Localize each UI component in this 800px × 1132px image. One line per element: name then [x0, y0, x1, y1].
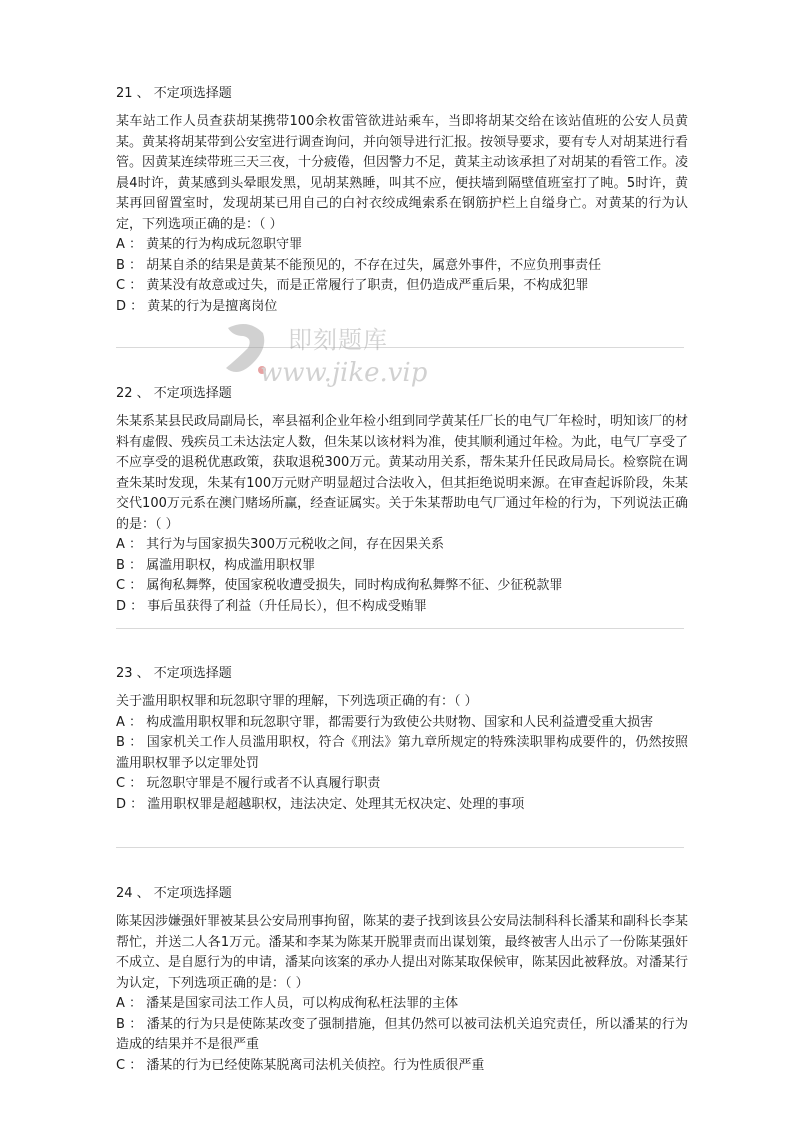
option-c: C ： 黄某没有故意或过失，而是正常履行了职责，但仍造成严重后果，不构成犯罪 — [116, 278, 589, 293]
option-b: B ： 属滥用职权，构成滥用职权罪 — [116, 557, 316, 573]
question-24 — [116, 884, 688, 1076]
option-b: B ： 潘某的行为只是使陈某改变了强制措施，但其仍然可以被司法机关追究责任，所以潘某的行为造成的结果并不是很严重 — [116, 1016, 688, 1052]
question-header: 22 、 不定项选择题 — [116, 386, 232, 401]
question-body: 某车站工作人员查获胡某携带100余枚雷管欲进站乘车，当即将胡某交给在该站值班的公安人员黄某。黄某将胡某带到公安室进行调查询问，并向领导进行汇报。按领导要求，要有专人对胡某进行看管。因黄某连续带班三天三夜，十分疲倦，但因警力不足，黄某主动该承担了对胡某的看管工作。凌晨4时许，黄某感到头晕眼发黑，见胡某熟睡，叫其不应，便扶墙到隔壁值班室打了盹。5时许，黄某再回留置室时，发现胡某已用自己的白衬衣绞成绳索系在钢筋护栏上自缢身亡。对黄某的行为认定，下列选项正确的是：（ ） — [116, 114, 689, 232]
question-body: 朱某系某县民政局副局长，率县福利企业年检小组到同学黄某任厂长的电气厂年检时，明知该厂的材料有虚假、残疾员工未达法定人数，但朱某以该材料为准，使其顺利通过年检。为此，电气厂享受了不应享受的退税优惠政策，获取退税300万元。黄某动用关系，帮朱某升任民政局局长。检察院在调查朱某时发现，朱某有100万元财产明显超过合法收入，但其拒绝说明来源。在审查起诉阶段，朱某交代100万元系在澳门赌场所赢，经查证属实。关于朱某帮助电气厂通过年检的行为，下列说法正确的是：（ ） — [116, 414, 689, 532]
watermark-brand: 即刻题库 — [288, 326, 388, 354]
option-d: D ： 事后虽获得了利益（升任局长），但不构成受贿罪 — [116, 598, 427, 614]
option-b: B ： 国家机关工作人员滥用职权，符合《刑法》第九章所规定的特殊渎职罪构成要件的，仍然按照滥用职权罪予以定罪处罚 — [116, 735, 688, 771]
option-a: A ： 其行为与国家损失300万元税收之间，存在因果关系 — [116, 537, 444, 552]
option-a: A ： 潘某是国家司法工作人员，可以构成徇私枉法罪的主体 — [116, 996, 459, 1011]
option-a: A ： 黄某的行为构成玩忽职守罪 — [116, 237, 303, 252]
divider — [116, 628, 684, 629]
question-23 — [116, 664, 688, 815]
option-c: C ： 潘某的行为已经使陈某脱离司法机关侦控。行为性质很严重 — [116, 1057, 485, 1073]
watermark-logo-icon — [218, 318, 278, 388]
question-header: 21 、 不定项选择题 — [116, 86, 232, 101]
question-21 — [116, 84, 688, 317]
option-a: A ： 构成滥用职权罪和玩忽职守罪，都需要行为致使公共财物、国家和人民利益遭受重大损害 — [116, 714, 654, 730]
question-header: 23 、 不定项选择题 — [116, 666, 232, 681]
divider — [116, 347, 684, 348]
question-header: 24 、 不定项选择题 — [116, 886, 232, 901]
watermark-url: www.jike.vip — [260, 358, 428, 388]
option-b: B ： 胡某自杀的结果是黄某不能预见的，不存在过失，属意外事件，不应负刑事责任 — [116, 257, 602, 273]
divider — [116, 847, 684, 848]
option-c: C ： 属徇私舞弊，使国家税收遭受损失，同时构成徇私舞弊不征、少征税款罪 — [116, 578, 563, 593]
question-body: 关于滥用职权罪和玩忽职守罪的理解，下列选项正确的有：（ ） — [116, 694, 478, 709]
question-22 — [116, 384, 688, 617]
question-body: 陈某因涉嫌强奸罪被某县公安局刑事拘留，陈某的妻子找到该县公安局法制科科长潘某和副科长李某帮忙，并送二人各1万元。潘某和李某为陈某开脱罪责而出谋划策，最终被害人出示了一份陈某强奸不成立、是自愿行为的申请，潘某向该案的承办人提出对陈某取保候审，陈某因此被释放。对潘某行为认定，下列选项正确的是：（ ） — [116, 914, 689, 991]
option-d: D ： 黄某的行为是擅离岗位 — [116, 298, 278, 314]
option-c: C ： 玩忽职守罪是不履行或者不认真履行职责 — [116, 776, 381, 791]
option-d: D ： 滥用职权罪是超越职权，违法决定、处理其无权决定、处理的事项 — [116, 796, 525, 812]
